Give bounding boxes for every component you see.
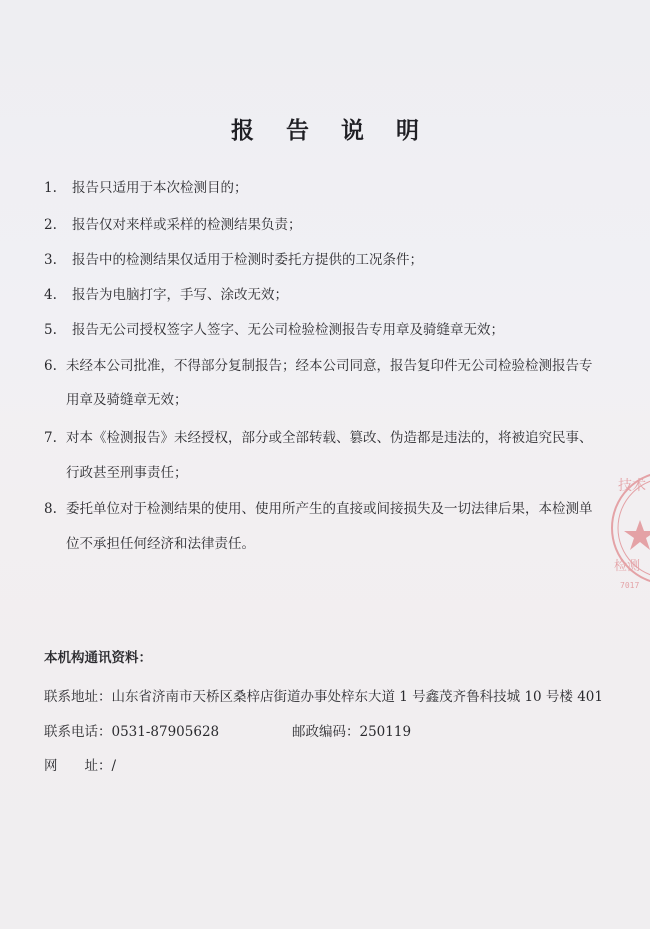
item-number: 5. — [44, 322, 57, 338]
phone-value: 0531-87905628 — [111, 724, 220, 740]
seal-text-top: 技术 — [618, 478, 646, 494]
item-text-continued: 位不承担任何经济和法律责任。 — [66, 536, 255, 552]
item-text-continued: 用章及骑缝章无效； — [66, 392, 188, 408]
postal-label: 邮政编码： — [292, 724, 360, 740]
web-value: / — [111, 758, 117, 774]
address-value: 山东省济南市天桥区桑梓店街道办事处梓东大道 1 号鑫茂齐鲁科技城 10 号楼 401 — [111, 689, 603, 705]
item-text: 未经本公司批准，不得部分复制报告；经本公司同意，报告复印件无公司检验检测报告专 — [66, 358, 593, 374]
item-text: 报告中的检测结果仅适用于检测时委托方提供的工况条件； — [72, 252, 423, 268]
item-number: 6. — [44, 358, 57, 374]
item-text: 报告只适用于本次检测目的； — [72, 180, 248, 196]
item-number: 3. — [44, 252, 57, 268]
phone-label: 联系电话： — [44, 724, 112, 740]
contact-address — [44, 685, 603, 705]
item-text: 报告无公司授权签字人签字、无公司检验检测报告专用章及骑缝章无效； — [72, 322, 504, 338]
item-number: 8. — [44, 501, 57, 517]
item-number: 4. — [44, 287, 57, 303]
seal-stamp-icon — [608, 458, 650, 598]
contact-phone — [44, 720, 219, 740]
item-text-continued: 行政甚至刑事责任； — [66, 465, 188, 481]
contact-postal — [292, 720, 411, 740]
web-label: 网 址： — [44, 758, 112, 774]
item-text: 委托单位对于检测结果的使用、使用所产生的直接或间接损失及一切法律后果，本检测单 — [66, 501, 593, 517]
address-label: 联系地址： — [44, 689, 112, 705]
item-text: 报告仅对来样或采样的检测结果负责； — [72, 217, 302, 233]
item-number: 7. — [44, 430, 57, 446]
seal-text-mid: 检测 — [614, 559, 641, 574]
item-text: 对本《检测报告》未经授权，部分或全部转载、篡改、伪造都是违法的，将被追究民事、 — [66, 430, 593, 446]
contact-web — [44, 754, 116, 774]
item-number: 1. — [44, 180, 57, 196]
item-number: 2. — [44, 217, 57, 233]
contact-heading: 本机构通讯资料： — [44, 650, 152, 666]
seal-text-num: 7017 — [620, 581, 640, 590]
page-title: 报 告 说 明 — [230, 118, 432, 144]
postal-value: 250119 — [359, 724, 412, 740]
item-text: 报告为电脑打字，手写、涂改无效； — [72, 287, 288, 303]
